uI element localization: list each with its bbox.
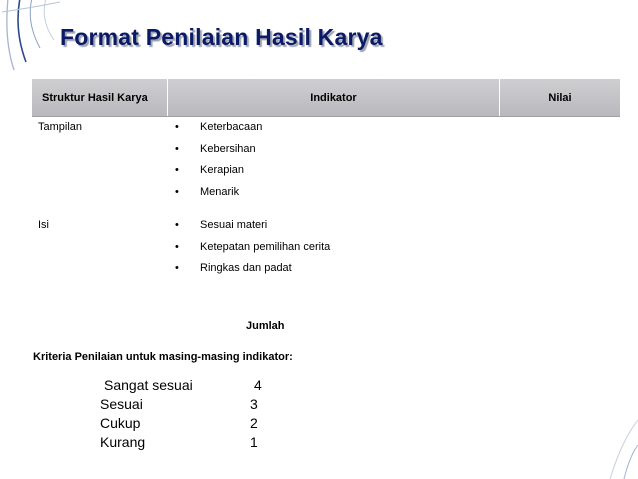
indikator-list: [175, 219, 330, 284]
scale-value: 4: [254, 377, 262, 393]
scale-row: [100, 396, 262, 415]
scale-label: Kurang: [100, 434, 146, 450]
header-struktur: Struktur Hasil Karya: [32, 79, 168, 116]
indikator-item: [175, 164, 262, 186]
jumlah-label: Jumlah: [246, 320, 285, 332]
indikator-label: Sesuai materi: [200, 219, 268, 231]
bullet-icon: •: [175, 121, 179, 133]
scale-value: 1: [250, 434, 258, 450]
bullet-icon: •: [175, 185, 179, 198]
indikator-label: Ringkas dan padat: [200, 262, 292, 275]
indikator-item: [175, 143, 262, 165]
bullet-icon: •: [175, 262, 179, 275]
scale-row: [100, 434, 262, 453]
scale-row: [100, 377, 262, 396]
indikator-label: Menarik: [200, 185, 240, 198]
struktur-cell: Isi: [38, 219, 49, 231]
indikator-label: Kebersihan: [200, 142, 256, 155]
scale-value: 3: [250, 396, 258, 412]
indikator-item: [175, 262, 330, 284]
bullet-icon: •: [175, 219, 179, 231]
header-indikator: Indikator: [168, 79, 500, 116]
scale-label: Sangat sesuai: [104, 377, 193, 393]
assessment-table: [32, 79, 620, 275]
header-nilai: Nilai: [548, 91, 572, 104]
indikator-item: [175, 186, 262, 208]
scale-value: 2: [250, 415, 258, 431]
indikator-item: [175, 241, 330, 263]
struktur-cell: Tampilan: [38, 121, 83, 133]
indikator-item: [175, 121, 262, 143]
kriteria-scale: [100, 377, 262, 453]
indikator-label: Ketepatan pemilihan cerita: [200, 240, 331, 253]
scale-row: [100, 415, 262, 434]
table-header: [32, 79, 620, 117]
bullet-icon: •: [175, 142, 179, 155]
indikator-list: [175, 121, 262, 207]
page-title: Format Penilaian Hasil Karya: [60, 24, 383, 50]
indikator-label: Keterbacaan: [200, 121, 263, 133]
indikator-label: Kerapian: [200, 164, 245, 177]
bullet-icon: •: [175, 164, 179, 177]
bullet-icon: •: [175, 240, 179, 253]
scale-label: Cukup: [100, 415, 141, 431]
scale-label: Sesuai: [100, 396, 143, 412]
indikator-item: [175, 219, 330, 241]
kriteria-heading: Kriteria Penilaian untuk masing-masing indikator:: [33, 351, 293, 363]
